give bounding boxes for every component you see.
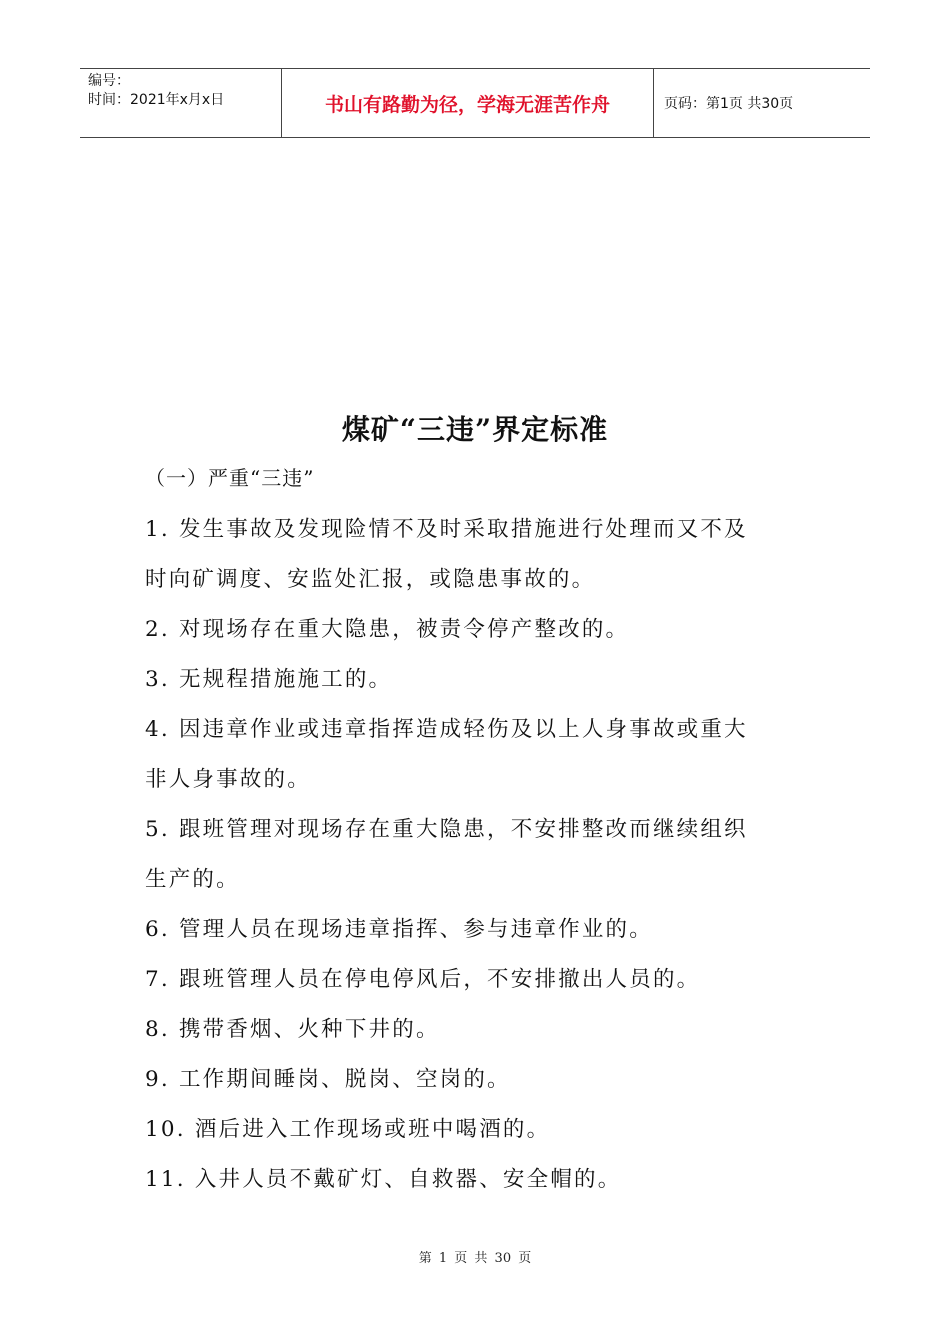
body-line: 11. 入井人员不戴矿灯、自救器、安全帽的。 (145, 1167, 622, 1192)
body-line: 7. 跟班管理人员在停电停风后，不安排撤出人员的。 (145, 967, 701, 992)
body-line: 5. 跟班管理对现场存在重大隐患，不安排整改而继续组织 (145, 817, 748, 842)
body-line: 生产的。 (145, 867, 240, 892)
header-table (80, 68, 870, 138)
body-line: 8. 携带香烟、火种下井的。 (145, 1017, 440, 1042)
header-motto: 书山有路勤为径，学海无涯苦作舟 (282, 69, 654, 137)
body-line: 非人身事故的。 (145, 767, 311, 792)
body-line: 3. 无规程措施施工的。 (145, 667, 393, 692)
header-meta-cell (80, 69, 282, 137)
body-line: 4. 因违章作业或违章指挥造成轻伤及以上人身事故或重大 (145, 717, 748, 742)
time-label: 时间：2021年x月x日 (88, 92, 225, 108)
body-line: 时向矿调度、安监处汇报，或隐患事故的。 (145, 567, 596, 592)
body-line: 2. 对现场存在重大隐患，被责令停产整改的。 (145, 617, 630, 642)
page-footer: 第 1 页 共 30 页 (418, 1251, 532, 1266)
header-page-info: 页码：第1页 共30页 (664, 96, 794, 112)
body-line: 10. 酒后进入工作现场或班中喝酒的。 (145, 1117, 551, 1142)
body-line: 6. 管理人员在现场违章指挥、参与违章作业的。 (145, 917, 653, 942)
section-heading: （一）严重“三违” (145, 466, 315, 490)
body-line: 1. 发生事故及发现险情不及时采取措施进行处理而又不及 (145, 517, 748, 542)
body-line: 9. 工作期间睡岗、脱岗、空岗的。 (145, 1067, 511, 1092)
document-title: 煤矿“三违”界定标准 (341, 413, 609, 446)
number-label: 编号： (88, 73, 130, 89)
